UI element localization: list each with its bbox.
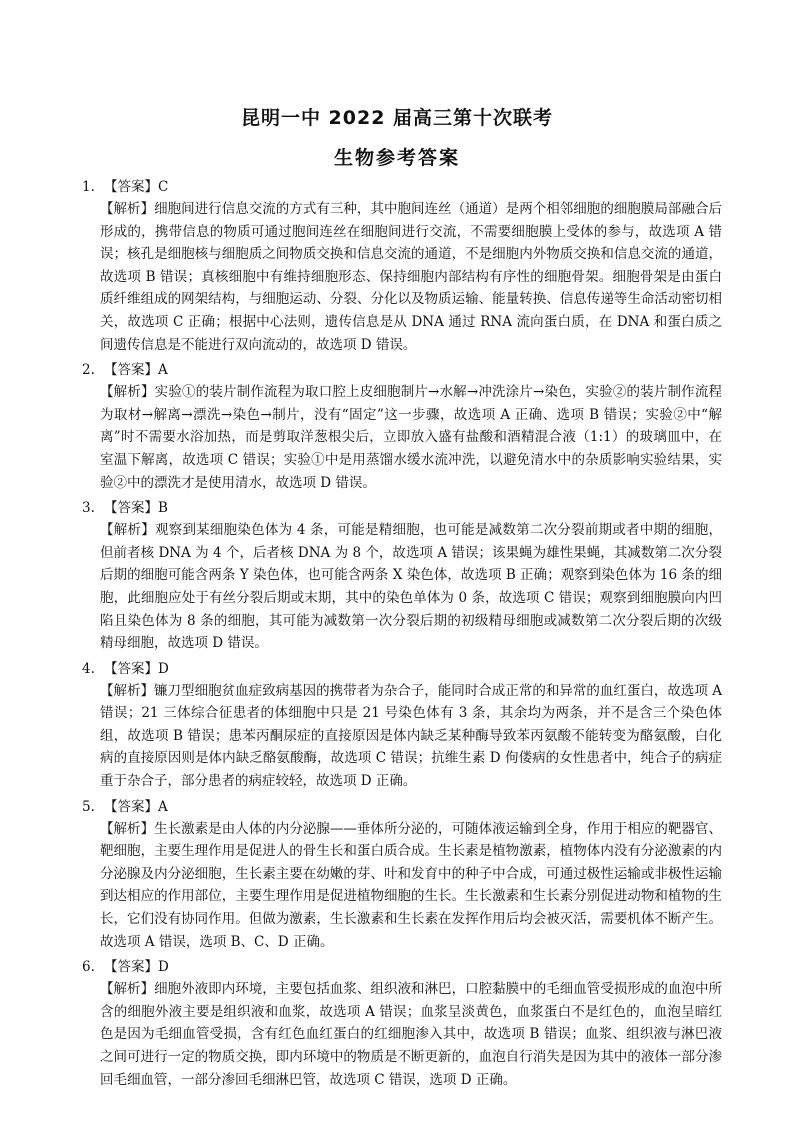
question-number: 3. [82, 500, 95, 517]
question-number: 6. [82, 959, 95, 976]
answer-line [82, 497, 722, 519]
question-item-5 [82, 796, 722, 954]
answer-label: 【答案】D [104, 660, 169, 677]
answer-label: 【答案】D [104, 959, 169, 976]
question-number: 2. [82, 362, 95, 379]
answer-label: 【答案】B [104, 500, 168, 517]
question-item-6 [82, 956, 722, 1091]
document-subtitle: 生物参考答案 [333, 147, 460, 169]
answer-line [82, 176, 722, 198]
question-item-3 [82, 497, 722, 655]
explanation-text: 【解析】细胞间进行信息交流的方式有三种，其中胞间连丝（通道）是两个相邻细胞的细胞膜局部融合后形成的，携带信息的物质可通过胞间连丝在细胞间进行交流，不需要细胞膜上受体的参与，故选项 A 错误；核孔是细胞核与细胞质之间物质交换和信息交流的通道，不是细胞内外物质交换和信息交流的通道，故选项 B 错误；真核细胞中有维持细胞形态、保持细胞内部结构有序性的细胞骨架。细胞骨架是由蛋白质纤维组成的网架结构，与细胞运动、分裂、分化以及物质运输、能量转换、信息传递等生命活动密切相关，故选项 C 正确；根据中心法则，遗传信息是从 DNA 通过 RNA 流向蛋白质，在 DNA 和蛋白质之间遗传信息是不能进行双向流动的，故选项 D 错误。 [100, 201, 722, 353]
answer-label: 【答案】A [104, 798, 168, 815]
explanation-text: 【解析】镰刀型细胞贫血症致病基因的携带者为杂合子，能同时合成正常的和异常的血红蛋白，故选项 A 错误；21 三体综合征患者的体细胞中只是 21 号染色体有 3 条，其余均为两条，并不是含三个染色体组，故选项 B 错误；患苯丙酮尿症的直接原因是体内缺乏某种酶导致苯丙氨酸不能转变为酪氨酸，白化病的直接原因则是体内缺乏酪氨酸酶，故选项 C 错误；抗维生素 D 佝偻病的女性患者中，纯合子的病症重于杂合子，部分患者的病症较轻，故选项 D 正确。 [100, 682, 722, 790]
explanation-text: 【解析】观察到某细胞染色体为 4 条，可能是精细胞，也可能是减数第二次分裂前期或者中期的细胞，但前者核 DNA 为 4 个，后者核 DNA 为 8 个，故选项 A 错误；该果蝇为雄性果蝇，其减数第二次分裂后期的细胞可能含两条 Y 染色体，也可能含两条 X 染色体，故选项 B 正确；观察到染色体为 16 条的细胞，此细胞应处于有丝分裂后期或末期，其中的染色单体为 0 条，故选项 C 错误；观察到细胞膜向内凹陷且染色体为 8 条的细胞，其可能为减数第一次分裂后期的初级精母细胞或减数第二次分裂后期的次级精母细胞，故选项 D 错误。 [100, 522, 722, 652]
question-item-2 [82, 359, 722, 494]
question-number: 4. [82, 660, 95, 677]
explanation-text: 【解析】生长激素是由人体的内分泌腺——垂体所分泌的，可随体液运输到全身，作用于相应的靶器官、靶细胞，主要生理作用是促进人的骨生长和蛋白质合成。生长素是植物激素，植物体内没有分泌激素的内分泌腺及内分泌细胞，生长素主要在幼嫩的芽、叶和发育中的种子中合成，可通过极性运输或非极性运输到达相应的作用部位，主要生理作用是促进植物细胞的生长。生长激素和生长素分别促进动物和植物的生长，它们没有协同作用。但做为激素，生长激素和生长素在发挥作用后均会被灭活，需要机体不断产生。故选项 A 错误，选项 B、C、D 正确。 [100, 820, 722, 950]
answer-line [82, 658, 722, 680]
answer-line [82, 956, 722, 978]
answer-label: 【答案】C [104, 179, 169, 195]
answer-label: 【答案】A [104, 362, 168, 379]
question-item-4 [82, 658, 722, 793]
question-item-1 [82, 176, 722, 356]
answer-line [82, 359, 722, 381]
explanation-text: 【解析】实验①的装片制作流程为取口腔上皮细胞制片→水解→冲洗涂片→染色，实验②的装片制作流程为取材→解离→漂洗→染色→制片，没有“固定”这一步骤，故选项 A 正确、选项 B 错误；实验②中“解离”时不需要水浴加热，而是剪取洋葱根尖后，立即放入盛有盐酸和酒精混合液（1:1）的玻璃皿中，在室温下解离，故选项 C 错误；实验①中是用蒸馏水缓水流冲洗，以避免清水中的杂质影响实验结果，实验②中的漂洗才是使用清水，故选项 D 错误。 [100, 384, 722, 491]
document-title: 昆明一中 2022 届高三第十次联考 [240, 107, 554, 129]
answer-line [82, 796, 722, 818]
question-number: 5. [82, 798, 95, 815]
explanation-text: 【解析】细胞外液即内环境，主要包括血浆、组织液和淋巴，口腔黏膜中的毛细血管受损形成的血泡中所含的细胞外液主要是组织液和血浆，故选项 A 错误；血浆呈淡黄色，血浆蛋白不是红色的，血泡呈暗红色是因为毛细血管受损，含有红色血红蛋白的红细胞渗入其中，故选项 B 错误；血浆、组织液与淋巴液之间可进行一定的物质交换，即内环境中的物质是不断更新的，血泡自行消失是因为其中的液体一部分渗回毛细血管，一部分渗回毛细淋巴管，故选项 C 错误，选项 D 正确。 [100, 981, 722, 1088]
question-number: 1. [82, 179, 95, 195]
answer-list [82, 176, 722, 1094]
